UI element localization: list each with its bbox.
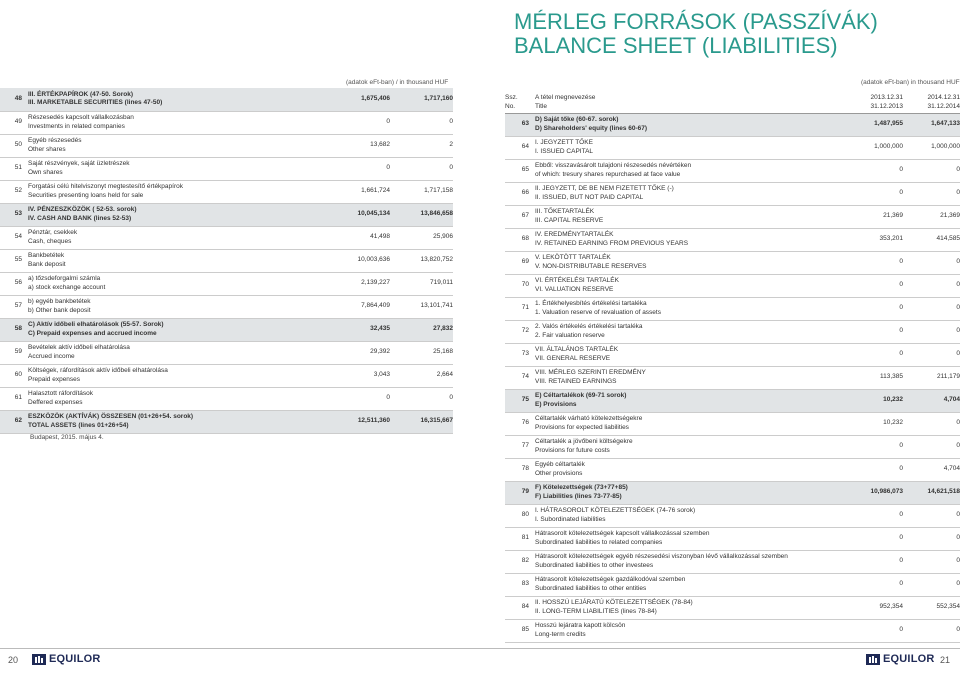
row-label-en: Subordinated liabilities to related companies	[535, 538, 663, 546]
row-label-hu: Saját részvények, saját üzletrészek	[28, 159, 130, 167]
row-label-hu: Halasztott ráfordítások	[28, 389, 94, 397]
row-label	[535, 481, 832, 504]
row-label	[535, 550, 832, 573]
row-label-en: VII. GENERAL RESERVE	[535, 354, 611, 362]
row-label-hu: VIII. MÉRLEG SZERINTI EREDMÉNY	[535, 368, 646, 376]
table-row	[0, 203, 453, 226]
row-label	[535, 274, 832, 297]
table-row	[505, 343, 960, 366]
value-2014: 0	[956, 626, 960, 634]
value-2013: 0	[899, 626, 903, 634]
value-2014: 0	[956, 281, 960, 289]
value-2014: 552,354	[936, 603, 960, 611]
col-2013-header: 2013.12.31 31.12.2013	[870, 94, 903, 110]
row-label-en: of which: tresury shares repurchased at face value	[535, 170, 681, 178]
row-label-en: b) Other bank deposit	[28, 306, 91, 314]
row-label	[28, 134, 320, 157]
value-2013: 10,003,636	[357, 256, 390, 264]
page-title-en: BALANCE SHEET (LIABILITIES)	[514, 33, 838, 58]
row-label	[28, 272, 320, 295]
row-number: 78	[521, 465, 529, 473]
table-row	[0, 410, 453, 433]
value-2013: 0	[899, 189, 903, 197]
value-2014: 13,846,658	[420, 210, 453, 218]
row-label	[28, 249, 320, 272]
unit-note-right: (adatok eFt-ban) in thousand HUF	[861, 79, 960, 86]
value-2013: 0	[899, 511, 903, 519]
equilor-logo-icon	[32, 654, 46, 665]
value-2014: 0	[956, 442, 960, 450]
row-label	[28, 226, 320, 249]
value-2014: 4,704	[943, 396, 960, 404]
row-number: 80	[521, 511, 529, 519]
row-number: 85	[521, 626, 529, 634]
row-label-en: Provisions for expected liabilities	[535, 423, 629, 431]
value-2014: 25,168	[433, 348, 453, 356]
value-2014: 0	[449, 164, 453, 172]
value-2014: 25,906	[433, 233, 453, 241]
value-2014: 211,179	[936, 373, 960, 381]
row-label-en: Other shares	[28, 145, 66, 153]
page-number-right: 21	[940, 655, 951, 665]
value-2014: 0	[956, 580, 960, 588]
row-label-en: TOTAL ASSETS (lines 01+26+54)	[28, 421, 129, 429]
row-label-hu: Hosszú lejáratra kapott kölcsön	[535, 621, 626, 629]
row-label-hu: E) Céltartalékok (69-71 sorok)	[535, 391, 627, 399]
assets-table	[0, 88, 453, 434]
row-label-hu: Egyéb céltartalék	[535, 460, 585, 468]
value-2014: 0	[956, 166, 960, 174]
value-2014: 27,832	[433, 325, 453, 333]
row-label-hu: Hátrasorolt kötelezettségek egyéb részesedési viszonyban lévő vállalkozással szemben	[535, 552, 788, 560]
table-row	[505, 527, 960, 550]
row-label	[535, 251, 832, 274]
value-2013: 29,392	[370, 348, 390, 356]
value-2014: 2	[449, 141, 453, 149]
value-2013: 41,498	[370, 233, 390, 241]
value-2013: 10,986,073	[870, 488, 903, 496]
unit-note-left: (adatok eFt-ban) / in thousand HUF	[346, 79, 449, 86]
value-2013: 10,232	[883, 419, 903, 427]
row-number: 75	[521, 396, 529, 404]
row-label-hu: Hátrasorolt kötelezettségek kapcsolt vállalkozással szemben	[535, 529, 710, 537]
row-label-en: Cash, cheques	[28, 237, 72, 245]
value-2014: 0	[956, 258, 960, 266]
value-2014: 14,621,518	[927, 488, 960, 496]
row-label-en: Accrued income	[28, 352, 75, 360]
row-number: 71	[521, 304, 529, 312]
row-number: 76	[521, 419, 529, 427]
value-2013: 0	[899, 557, 903, 565]
value-2013: 12,511,360	[357, 417, 390, 425]
row-number: 52	[14, 187, 22, 195]
row-label-hu: Pénztár, csekkek	[28, 228, 78, 236]
row-label-hu: Hátrasorolt kötelezettségek gazdálkodóval szemben	[535, 575, 686, 583]
value-2013: 113,385	[879, 373, 903, 381]
table-row	[505, 297, 960, 320]
row-number: 61	[14, 394, 22, 402]
table-row	[505, 435, 960, 458]
value-2014: 13,101,741	[420, 302, 453, 310]
value-2014: 1,717,158	[424, 187, 453, 195]
row-label-en: II. ISSUED, BUT NOT PAID CAPITAL	[535, 193, 644, 201]
value-2014: 16,315,667	[420, 417, 453, 425]
row-label	[535, 136, 832, 159]
row-label-en: Investments in related companies	[28, 122, 125, 130]
row-label-en: Securities presenting loans held for sale	[28, 191, 144, 199]
footer-line	[0, 648, 960, 649]
table-row	[505, 481, 960, 504]
table-row	[0, 157, 453, 180]
table-header-row	[505, 93, 960, 113]
row-label-hu: Céltartalék a jövőbeni költségekre	[535, 437, 633, 445]
row-number: 69	[521, 258, 529, 266]
value-2014: 0	[956, 304, 960, 312]
value-2013: 10,232	[883, 396, 903, 404]
row-label-en: 1. Valuation reserve of revaluation of assets	[535, 308, 661, 316]
value-2013: 952,354	[879, 603, 903, 611]
row-number: 83	[521, 580, 529, 588]
row-label	[535, 527, 832, 550]
row-label-hu: Részesedés kapcsolt vállalkozásban	[28, 113, 134, 121]
row-label	[28, 88, 320, 111]
row-label-en: III. MARKETABLE SECURITIES (lines 47-50)	[28, 99, 163, 107]
row-label-en: VI. VALUATION RESERVE	[535, 285, 614, 293]
value-2013: 0	[386, 118, 390, 126]
row-label	[28, 111, 320, 134]
equilor-logo-right: EQUILOR	[866, 653, 935, 665]
row-label-en: Prepaid expenses	[28, 375, 81, 383]
equilor-logo-left: EQUILOR	[32, 653, 101, 665]
row-number: 56	[14, 279, 22, 287]
value-2014: 1,000,000	[931, 143, 960, 151]
value-2013: 0	[899, 258, 903, 266]
table-row	[505, 182, 960, 205]
table-row	[0, 180, 453, 203]
value-2013: 0	[899, 580, 903, 588]
row-label-en: a) stock exchange account	[28, 283, 106, 291]
row-label-hu: I. HÁTRASOROLT KÖTELEZETTSÉGEK (74-76 sorok)	[535, 506, 696, 514]
row-label	[535, 320, 832, 343]
row-label-hu: V. LEKÖTÖTT TARTALÉK	[535, 253, 611, 261]
value-2013: 0	[899, 442, 903, 450]
value-2014: 0	[956, 327, 960, 335]
row-label	[535, 458, 832, 481]
row-label-hu: II. JEGYZETT, DE BE NEM FIZETETT TŐKE (-)	[535, 184, 674, 192]
row-label	[28, 341, 320, 364]
place-date-note: Budapest, 2015. május 4.	[30, 434, 104, 441]
row-label	[535, 596, 832, 619]
row-number: 82	[521, 557, 529, 565]
row-label-en: I. Subordinated liabilities	[535, 515, 606, 523]
row-label-en: Provisions for future costs	[535, 446, 610, 454]
value-2014: 1,717,160	[424, 94, 453, 102]
value-2014: 0	[449, 118, 453, 126]
equilor-logo-icon	[866, 654, 880, 665]
row-label	[535, 228, 832, 251]
row-label	[28, 157, 320, 180]
row-label-hu: C) Aktív időbeli elhatárolások (55-57. Sorok)	[28, 320, 164, 328]
row-label	[28, 318, 320, 341]
row-label-hu: Bankbetétek	[28, 251, 65, 259]
row-label	[535, 182, 832, 205]
table-row	[505, 458, 960, 481]
row-label	[535, 113, 832, 136]
row-label	[28, 295, 320, 318]
row-number: 58	[14, 325, 22, 333]
row-label-en: I. ISSUED CAPITAL	[535, 147, 594, 155]
row-label-hu: IV. PÉNZESZKÖZÖK ( 52-53. sorok)	[28, 205, 137, 213]
row-number: 73	[521, 350, 529, 358]
value-2014: 0	[956, 557, 960, 565]
row-label-hu: I. JEGYZETT TŐKE	[535, 138, 593, 146]
page-title-hu: MÉRLEG FORRÁSOK (PASSZÍVÁK)	[514, 9, 878, 34]
table-row	[505, 596, 960, 619]
row-number: 68	[521, 235, 529, 243]
row-label-hu: Bevételek aktív időbeli elhatárolása	[28, 343, 130, 351]
row-label-hu: III. ÉRTÉKPAPÍROK (47-50. Sorok)	[28, 90, 133, 98]
table-row	[0, 341, 453, 364]
table-row	[0, 387, 453, 410]
table-row	[0, 88, 453, 111]
value-2013: 1,661,724	[361, 187, 390, 195]
row-number: 65	[521, 166, 529, 174]
row-label-hu: Ebből: visszavásárolt tulajdoni részesedés névértéken	[535, 161, 692, 169]
table-row	[505, 251, 960, 274]
row-label	[28, 410, 320, 433]
row-label-en: VIII. RETAINED EARNINGS	[535, 377, 617, 385]
row-label-hu: VII. ÁLTALÁNOS TARTALÉK	[535, 345, 619, 353]
row-label	[535, 366, 832, 389]
row-number: 70	[521, 281, 529, 289]
row-label-hu: II. HOSSZÚ LEJÁRATÚ KÖTELEZETTSÉGEK (78-84)	[535, 598, 693, 606]
row-label-hu: D) Saját tőke (60-67. sorok)	[535, 115, 619, 123]
table-row	[0, 226, 453, 249]
row-label-hu: a) tőzsdeforgalmi számla	[28, 274, 101, 282]
row-label-en: V. NON-DISTRIBUTABLE RESERVES	[535, 262, 647, 270]
row-label-hu: VI. ÉRTÉKELÉSI TARTALÉK	[535, 276, 619, 284]
table-row	[505, 228, 960, 251]
row-label	[28, 203, 320, 226]
row-label-hu: Forgatási célú hitelviszonyt megtestesítő értékpapírok	[28, 182, 183, 190]
row-label	[535, 412, 832, 435]
value-2014: 0	[956, 189, 960, 197]
value-2013: 0	[899, 281, 903, 289]
value-2014: 1,647,133	[931, 120, 960, 128]
row-label-en: III. CAPITAL RESERVE	[535, 216, 604, 224]
row-label-hu: 1. Értékhelyesbítés értékelési tartaléka	[535, 299, 647, 307]
row-label	[535, 297, 832, 320]
row-number: 63	[521, 120, 529, 128]
value-2013: 2,139,227	[361, 279, 390, 287]
row-label	[535, 504, 832, 527]
col-title-header: A tétel megnevezése Title	[535, 94, 596, 110]
value-2013: 0	[899, 304, 903, 312]
row-number: 59	[14, 348, 22, 356]
table-row	[505, 366, 960, 389]
value-2013: 0	[899, 327, 903, 335]
row-number: 49	[14, 118, 22, 126]
value-2014: 0	[956, 419, 960, 427]
value-2013: 353,201	[879, 235, 903, 243]
row-label-en: Subordinated liabilities to other investees	[535, 561, 654, 569]
table-row	[505, 205, 960, 228]
row-label-en: E) Provisions	[535, 400, 577, 408]
table-row	[0, 318, 453, 341]
row-label-en: IV. RETAINED EARNING FROM PREVIOUS YEARS	[535, 239, 689, 247]
value-2013: 0	[899, 166, 903, 174]
value-2013: 1,675,406	[361, 94, 390, 102]
value-2013: 3,043	[373, 371, 390, 379]
table-row	[0, 295, 453, 318]
value-2013: 10,045,134	[357, 210, 390, 218]
table-row	[505, 320, 960, 343]
row-label-en: Bank deposit	[28, 260, 66, 268]
table-row	[0, 364, 453, 387]
value-2013: 1,000,000	[874, 143, 903, 151]
row-label-en: 2. Fair valuation reserve	[535, 331, 605, 339]
value-2014: 21,369	[940, 212, 960, 220]
value-2013: 13,682	[370, 141, 390, 149]
page-number-left: 20	[8, 655, 19, 665]
row-label-hu: b) egyéb bankbetétek	[28, 297, 91, 305]
row-label-hu: IV. EREDMÉNYTARTALÉK	[535, 230, 614, 238]
row-label-hu: 2. Valós értékelés értékelési tartaléka	[535, 322, 643, 330]
row-label-en: F) Liabilities (lines 73-77-85)	[535, 492, 622, 500]
value-2013: 0	[386, 164, 390, 172]
row-label-hu: ESZKÖZÖK (AKTÍVÁK) ÖSSZESEN (01+26+54. sorok)	[28, 412, 194, 420]
row-number: 64	[521, 143, 529, 151]
table-row	[505, 136, 960, 159]
value-2013: 0	[899, 465, 903, 473]
row-label-hu: III. TŐKETARTALÉK	[535, 207, 595, 215]
value-2013: 1,487,955	[874, 120, 903, 128]
table-row	[505, 550, 960, 573]
table-row	[505, 113, 960, 136]
row-label	[535, 159, 832, 182]
row-number: 53	[14, 210, 22, 218]
row-number: 81	[521, 534, 529, 542]
row-label-en: IV. CASH AND BANK (lines 52-53)	[28, 214, 132, 222]
table-row	[505, 389, 960, 412]
row-number: 77	[521, 442, 529, 450]
value-2014: 0	[956, 534, 960, 542]
row-number: 55	[14, 256, 22, 264]
value-2014: 719,011	[429, 279, 453, 287]
liabilities-table	[505, 93, 960, 643]
row-label	[535, 573, 832, 596]
row-label	[28, 180, 320, 203]
row-number: 72	[521, 327, 529, 335]
row-label-hu: Céltartalék várható kötelezettségekre	[535, 414, 643, 422]
row-label-en: Subordinated liabilities to other entities	[535, 584, 647, 592]
row-label	[28, 387, 320, 410]
row-label	[535, 619, 832, 642]
value-2014: 0	[449, 394, 453, 402]
value-2013: 0	[899, 350, 903, 358]
row-number: 84	[521, 603, 529, 611]
row-label-en: Long-term credits	[535, 630, 586, 638]
row-number: 54	[14, 233, 22, 241]
table-row	[505, 159, 960, 182]
row-label	[535, 343, 832, 366]
row-label-en: Own shares	[28, 168, 63, 176]
value-2014: 13,820,752	[420, 256, 453, 264]
row-number: 57	[14, 302, 22, 310]
value-2013: 21,369	[883, 212, 903, 220]
row-label-en: D) Shareholders' equity (lines 60-67)	[535, 124, 648, 132]
row-number: 50	[14, 141, 22, 149]
value-2013: 7,864,409	[361, 302, 390, 310]
row-label-en: II. LONG-TERM LIABILITIES (lines 78-84)	[535, 607, 657, 615]
row-number: 62	[14, 417, 22, 425]
table-row	[0, 272, 453, 295]
table-row	[505, 504, 960, 527]
col-2014-header: 2014.12.31 31.12.2014	[927, 94, 960, 110]
value-2013: 0	[899, 534, 903, 542]
row-number: 48	[14, 94, 22, 102]
value-2014: 414,585	[936, 235, 960, 243]
row-number: 51	[14, 164, 22, 172]
table-row	[505, 274, 960, 297]
row-label-en: Other provisions	[535, 469, 583, 477]
row-label	[535, 435, 832, 458]
table-row	[0, 249, 453, 272]
row-label-hu: F) Kötelezettségek (73+77+85)	[535, 483, 628, 491]
col-no-header: Ssz. No.	[505, 94, 518, 110]
row-label-en: C) Prepaid expenses and accrued income	[28, 329, 157, 337]
value-2014: 0	[956, 350, 960, 358]
table-row	[505, 573, 960, 596]
row-label-en: Deffered expenses	[28, 398, 83, 406]
table-row	[0, 134, 453, 157]
value-2014: 2,664	[436, 371, 453, 379]
value-2013: 0	[386, 394, 390, 402]
table-row	[505, 412, 960, 435]
value-2013: 32,435	[370, 325, 390, 333]
row-number: 66	[521, 189, 529, 197]
page-title	[514, 10, 878, 58]
row-label-hu: Egyéb részesedés	[28, 136, 82, 144]
row-number: 60	[14, 371, 22, 379]
row-label	[535, 205, 832, 228]
row-number: 79	[521, 488, 529, 496]
row-number: 67	[521, 212, 529, 220]
row-label	[28, 364, 320, 387]
value-2014: 4,704	[943, 465, 960, 473]
table-row	[0, 111, 453, 134]
value-2014: 0	[956, 511, 960, 519]
row-label-hu: Költségek, ráfordítások aktív időbeli elhatárolása	[28, 366, 168, 374]
row-number: 74	[521, 373, 529, 381]
row-label	[535, 389, 832, 412]
table-row	[505, 619, 960, 642]
